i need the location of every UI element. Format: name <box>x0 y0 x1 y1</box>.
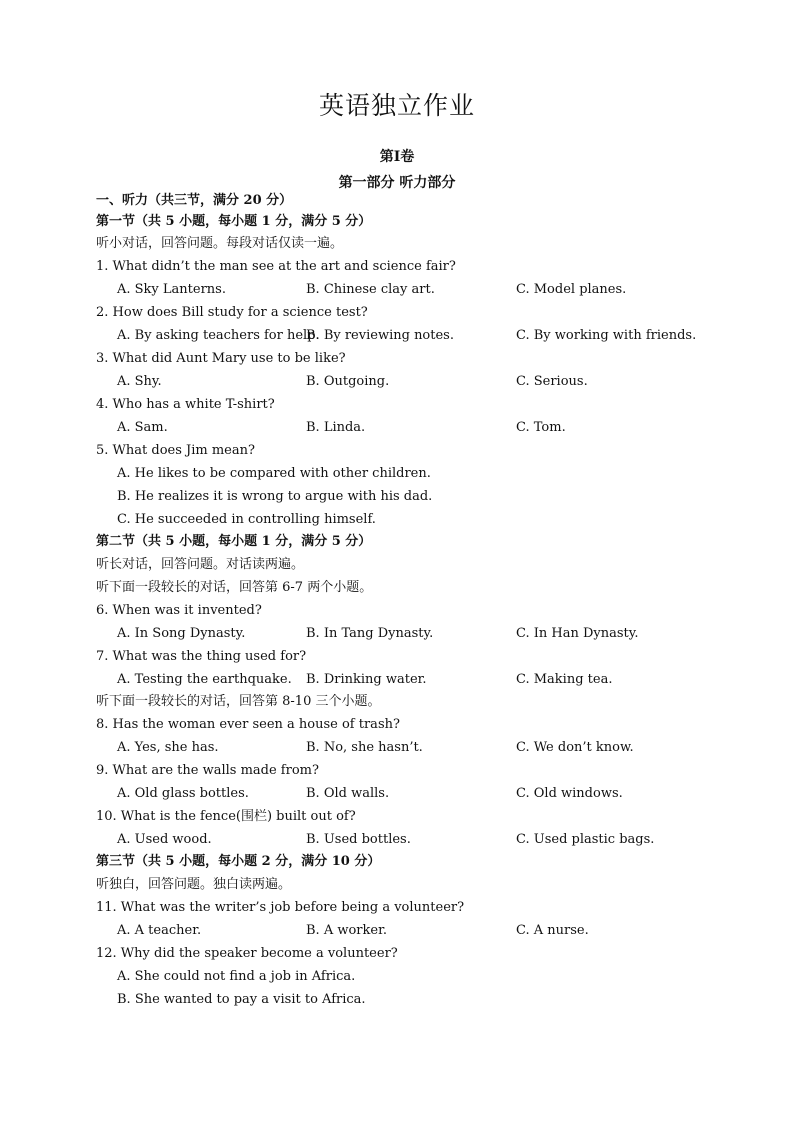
question-10-option-b: B. Used bottles. <box>306 832 411 847</box>
question-4-option-a: A. Sam. <box>117 420 168 435</box>
question-5-option-b: B. He realizes it is wrong to argue with his dad. <box>117 489 433 504</box>
question-1-option-c: C. Model planes. <box>516 282 627 297</box>
question-3-stem: 3. What did Aunt Mary use to be like? <box>96 351 346 366</box>
section2-heading: 第二节（共 5 小题，每小题 1 分，满分 5 分） <box>96 534 372 549</box>
question-6-option-a: A. In Song Dynasty. <box>117 626 246 641</box>
question-4-option-b: B. Linda. <box>306 420 366 435</box>
question-2-stem: 2. How does Bill study for a science test? <box>96 305 368 320</box>
question-3-option-a: A. Shy. <box>117 374 162 389</box>
question-11-option-c: C. A nurse. <box>516 923 589 938</box>
question-7-option-b: B. Drinking water. <box>306 672 427 687</box>
volume-heading: 第Ⅰ卷 <box>379 149 415 165</box>
part-heading: 第一部分 听力部分 <box>338 175 456 191</box>
section3-heading: 第三节（共 5 小题，每小题 2 分，满分 10 分） <box>96 854 381 869</box>
question-1-option-a: A. Sky Lanterns. <box>117 282 226 297</box>
question-7-option-c: C. Making tea. <box>516 672 613 687</box>
question-2-option-c: C. By working with friends. <box>516 328 697 343</box>
question-4-option-c: C. Tom. <box>516 420 566 435</box>
question-6-stem: 6. When was it invented? <box>96 603 262 618</box>
question-5-option-c: C. He succeeded in controlling himself. <box>117 512 376 527</box>
question-6-option-c: C. In Han Dynasty. <box>516 626 639 641</box>
question-12-option-b: B. She wanted to pay a visit to Africa. <box>117 992 366 1007</box>
question-11-option-b: B. A worker. <box>306 923 387 938</box>
question-9-option-b: B. Old walls. <box>306 786 390 801</box>
question-8-stem: 8. Has the woman ever seen a house of trash? <box>96 717 400 732</box>
question-7-stem: 7. What was the thing used for? <box>96 649 307 664</box>
question-11-option-a: A. A teacher. <box>117 923 202 938</box>
question-9-option-a: A. Old glass bottles. <box>117 786 249 801</box>
question-9-option-c: C. Old windows. <box>516 786 623 801</box>
question-8-option-a: A. Yes, she has. <box>117 740 219 755</box>
question-9-stem: 9. What are the walls made from? <box>96 763 319 778</box>
question-5-stem: 5. What does Jim mean? <box>96 443 255 458</box>
question-12-stem: 12. Why did the speaker become a volunteer? <box>96 946 398 961</box>
question-11-stem: 11. What was the writer’s job before being a volunteer? <box>96 900 465 915</box>
section1-heading: 第一节（共 5 小题，每小题 1 分，满分 5 分） <box>96 214 372 229</box>
question-3-option-c: C. Serious. <box>516 374 588 389</box>
question-2-option-a: A. By asking teachers for help. <box>117 328 320 343</box>
page-title: 英语独立作业 <box>318 91 475 120</box>
section2-sub-instruction-1: 听下面一段较长的对话，回答第 6-7 两个小题。 <box>96 580 373 595</box>
question-10-option-c: C. Used plastic bags. <box>516 832 655 847</box>
section3-instruction: 听独白，回答问题。独白读两遍。 <box>96 877 292 892</box>
section2-sub-instruction-2: 听下面一段较长的对话，回答第 8-10 三个小题。 <box>96 694 381 709</box>
section1-instruction: 听小对话，回答问题。每段对话仅读一遍。 <box>96 236 344 251</box>
question-4-stem: 4. Who has a white T-shirt? <box>96 397 275 412</box>
question-5-option-a: A. He likes to be compared with other children. <box>117 466 431 481</box>
question-2-option-b: B. By reviewing notes. <box>306 328 454 343</box>
question-1-option-b: B. Chinese clay art. <box>306 282 435 297</box>
section-header: 一、听力（共三节，满分 20 分） <box>96 193 293 208</box>
question-8-option-b: B. No, she hasn’t. <box>306 740 423 755</box>
question-7-option-a: A. Testing the earthquake. <box>117 672 292 687</box>
question-12-option-a: A. She could not find a job in Africa. <box>117 969 356 984</box>
question-8-option-c: C. We don’t know. <box>516 740 634 755</box>
question-10-stem: 10. What is the fence(围栏) built out of? <box>96 809 356 824</box>
question-6-option-b: B. In Tang Dynasty. <box>306 626 434 641</box>
question-1-stem: 1. What didn’t the man see at the art and science fair? <box>96 259 456 274</box>
question-3-option-b: B. Outgoing. <box>306 374 390 389</box>
section2-instruction: 听长对话，回答问题。对话读两遍。 <box>96 557 305 572</box>
question-10-option-a: A. Used wood. <box>117 832 212 847</box>
